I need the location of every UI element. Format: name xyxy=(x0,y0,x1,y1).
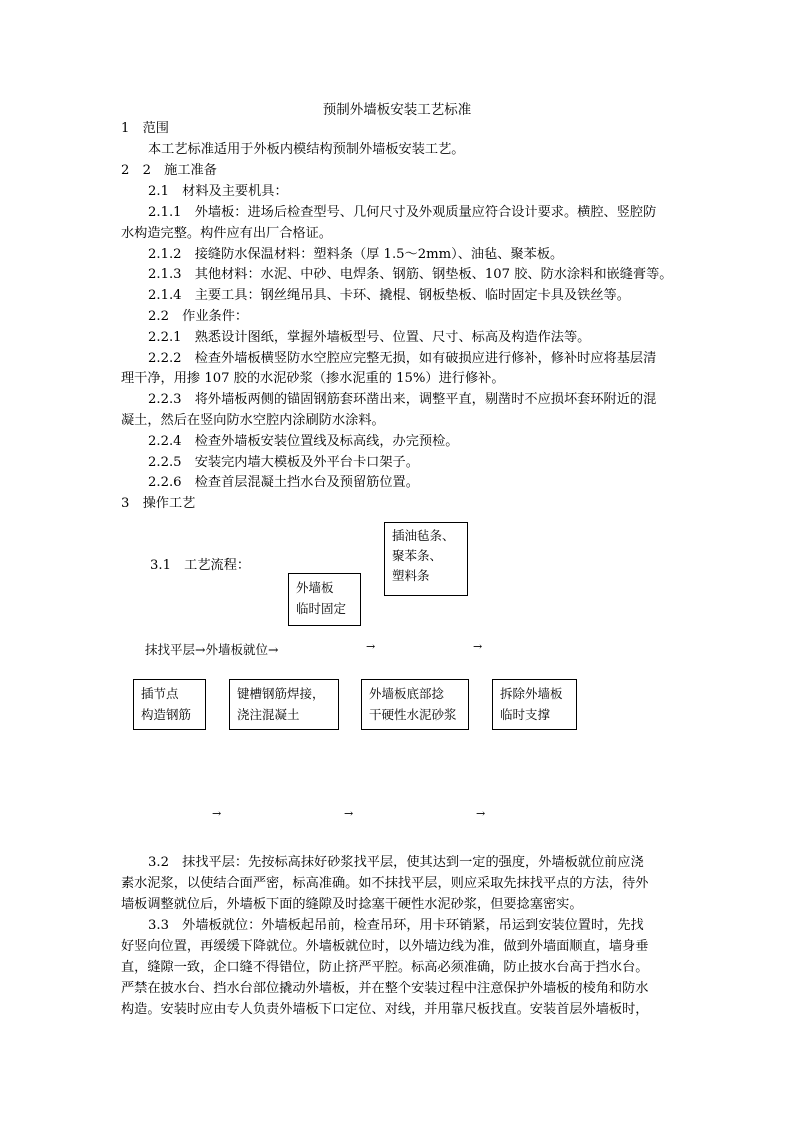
flow-box-text: 拆除外墙板 xyxy=(500,686,563,701)
arrow-right-icon: → xyxy=(212,807,222,820)
paragraph-line: 2.2.3 将外墙板两侧的锚固钢筋套环凿出来，调整平直，剔凿时不应损坏套环附近的混 xyxy=(148,392,657,407)
flow-label: 3.1 工艺流程： xyxy=(150,558,251,573)
paragraph-line: 2.2.5 安装完内墙大模板及外平台卡口架子。 xyxy=(148,455,419,470)
paragraph-line: 墙板调整就位后，外墙板下面的缝隙及时捻塞干硬性水泥砂浆，但要捻塞密实。 xyxy=(121,897,583,912)
flow-box-text: 插油毡条、 xyxy=(392,528,455,543)
flow-start-row xyxy=(145,641,279,659)
paragraph-line: 凝土，然后在竖向防水空腔内涂刷防水涂料。 xyxy=(121,413,385,428)
paragraph-line: 2.2.6 检查首层混凝土挡水台及预留筋位置。 xyxy=(148,475,419,490)
flow-box-text: 外墙板 xyxy=(296,580,334,595)
arrow-right-icon: → xyxy=(366,640,376,653)
flow-box-text: 浇注混凝土 xyxy=(237,707,300,722)
paragraph-line: 2.2.2 检查外墙板横竖防水空腔应完整无损，如有破损应进行修补，修补时应将基层清 xyxy=(148,351,657,366)
section-1-heading: 1 范围 xyxy=(121,121,169,136)
flow-box-text: 干硬性水泥砂浆 xyxy=(369,707,457,722)
arrow-right-icon: → xyxy=(473,640,483,653)
paragraph-line: 2.1.3 其他材料：水泥、中砂、电焊条、钢筋、钢垫板、107 胶、防水涂料和嵌缝膏等。 xyxy=(148,267,673,282)
paragraph-line: 本工艺标准适用于外板内模结构预制外墙板安装工艺。 xyxy=(148,142,465,157)
flow-box-temporary-fix xyxy=(288,573,361,626)
paragraph-line: 理干净，用掺 107 胶的水泥砂浆（掺水泥重的 15%）进行修补。 xyxy=(121,371,505,386)
flow-box-bottom-mortar xyxy=(361,679,469,730)
paragraph-line: 2.2.1 熟悉设计图纸，掌握外墙板型号、位置、尺寸、标高及构造作法等。 xyxy=(148,330,591,345)
paragraph-line: 2.1 材料及主要机具： xyxy=(148,184,288,199)
paragraph-line: 3.2 抹找平层：先按标高抹好砂浆找平层，使其达到一定的强度，外墙板就位前应浇 xyxy=(148,855,644,870)
flow-box-text: 临时固定 xyxy=(296,601,347,616)
paragraph-line: 素水泥浆，以使结合面严密，标高准确。如不抹找平层，则应采取先抹找平点的方法，待外 xyxy=(121,876,649,891)
flow-box-remove-support xyxy=(492,679,577,730)
arrow-right-icon: → xyxy=(195,642,206,657)
paragraph-line: 好竖向位置，再缓缓下降就位。外墙板就位时，以外墙边线为准，做到外墙面顺直，墙身垂 xyxy=(121,939,649,954)
flow-box-text: 塑料条 xyxy=(392,568,430,583)
flow-start: 抹找平层 xyxy=(145,642,196,657)
paragraph-line: 2.1.1 外墙板：进场后检查型号、几何尺寸及外观质量应符合设计要求。横腔、竖腔防 xyxy=(148,205,657,220)
section-2-heading: 2 2 施工准备 xyxy=(121,163,217,178)
paragraph-line: 2.1.2 接缝防水保温材料：塑料条（厚 1.5～2mm）、油毡、聚苯板。 xyxy=(148,247,564,262)
flow-box-insert-strips xyxy=(384,522,468,596)
arrow-right-icon: → xyxy=(268,642,279,657)
flow-box-text: 外墙板底部捻 xyxy=(369,686,445,701)
paragraph-line: 2.2 作业条件： xyxy=(148,309,249,324)
paragraph-line: 2.2.4 检查外墙板安装位置线及标高线，办完预检。 xyxy=(148,434,459,449)
page-title: 预制外墙板安装工艺标准 xyxy=(322,102,472,118)
flow-step-position: 外墙板就位 xyxy=(205,642,269,657)
flow-box-text: 键槽钢筋焊接， xyxy=(237,686,325,701)
flow-box-node-rebar xyxy=(133,679,206,730)
paragraph-line: 2.1.4 主要工具：钢丝绳吊具、卡环、撬棍、钢板垫板、临时固定卡具及铁丝等。 xyxy=(148,288,630,303)
flow-box-text: 聚苯条、 xyxy=(392,548,443,563)
flow-box-text: 临时支撑 xyxy=(500,707,551,722)
arrow-right-icon: → xyxy=(476,807,486,820)
paragraph-line: 严禁在披水台、挡水台部位撬动外墙板，并在整个安装过程中注意保护外墙板的棱角和防水 xyxy=(121,981,649,996)
flow-box-text: 插节点 xyxy=(141,686,179,701)
section-3-heading: 3 操作工艺 xyxy=(121,496,196,511)
paragraph-line: 水构造完整。构件应有出厂合格证。 xyxy=(121,226,332,241)
paragraph-line: 直，缝隙一致，企口缝不得错位，防止挤严平腔。标高必须准确，防止披水台高于挡水台。 xyxy=(121,960,649,975)
paragraph-line: 3.3 外墙板就位：外墙板起吊前，检查吊环，用卡环销紧，吊运到安装位置时，先找 xyxy=(148,918,644,933)
paragraph-line: 构造。安装时应由专人负责外墙板下口定位、对线，并用靠尺板找直。安装首层外墙板时， xyxy=(121,1002,649,1017)
flow-box-text: 构造钢筋 xyxy=(141,707,192,722)
arrow-right-icon: → xyxy=(344,807,354,820)
flow-box-weld-pour xyxy=(229,679,339,730)
